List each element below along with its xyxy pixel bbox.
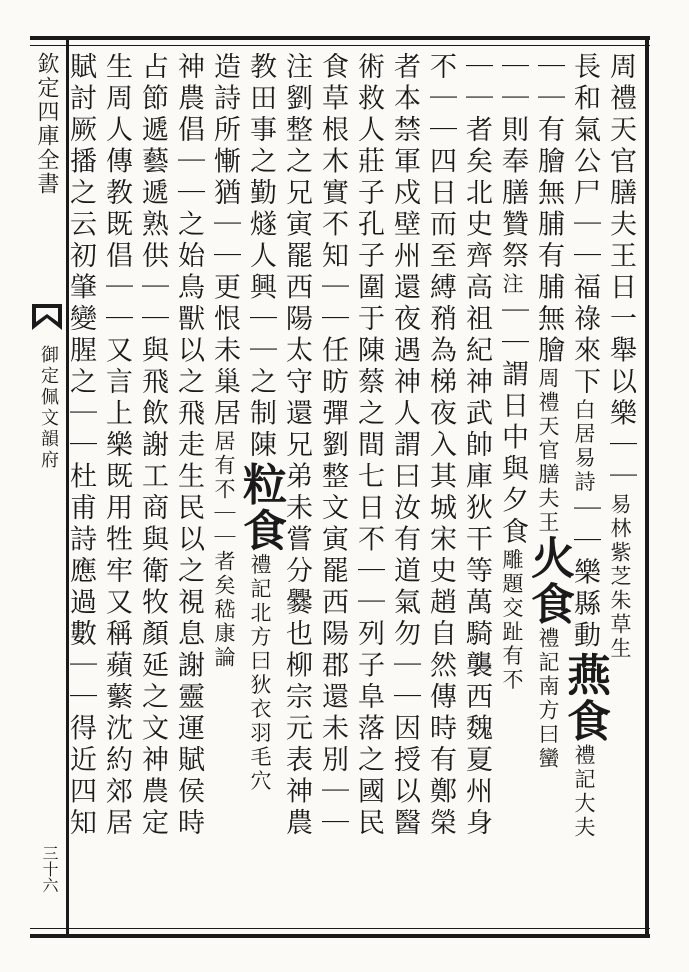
entry-headword: 粒食 <box>235 461 286 554</box>
text-column <box>132 52 172 924</box>
column-text: 食草根木實不知｜｜任昉彈劉整文寅罷西陽郡還未別｜｜ <box>317 52 348 840</box>
column-text: 周禮天官膳夫王日一舉以樂｜｜ <box>605 52 636 493</box>
frame-bottom-rule <box>30 934 650 938</box>
column-text: 者本禁軍戍壁州還夜遇神人謂曰汝有道氣勿｜｜因授以醫 <box>389 52 420 840</box>
column-text: 禮記南方曰蠻 <box>536 627 560 771</box>
text-column <box>384 52 424 924</box>
column-text: 造詩所慚猶｜｜更恨未巢居 <box>209 52 240 430</box>
text-column <box>420 52 460 924</box>
column-text: ｜｜者矣北史齊高祖紀神武帥庫狄干等萬騎襲西魏夏州身 <box>461 52 492 840</box>
text-column <box>559 52 610 924</box>
column-text: 不｜｜四日而至縛矟為梯夜入其城宋史趙自然傳時有鄭榮 <box>425 52 456 840</box>
text-column <box>235 52 286 924</box>
column-text: ｜｜樂縣動 <box>569 494 600 652</box>
column-text: 易林紫芝朱草生 <box>608 493 632 661</box>
column-text: 生周人傳教既倡｜｜又言上樂既用牲牢又稱蘋蘩沈約郊居 <box>101 52 132 840</box>
column-text: 注劉整之兄寅罷西陽太守還兄弟未嘗分爨也柳宗元表神農 <box>281 52 312 840</box>
column-text: ｜｜則奉膳贊祭 <box>497 52 528 273</box>
page-number: 三十六 <box>40 845 59 893</box>
frame-top-inner-rule <box>30 45 650 46</box>
text-column <box>60 52 100 924</box>
column-text: 術救人莊子孔子圍于陳蔡之間七日不｜｜列子阜落之國民 <box>353 52 384 840</box>
fish-tail-icon <box>30 300 64 334</box>
book-title: 欽定四庫全書 <box>34 52 59 196</box>
column-text: 白居易詩 <box>572 398 596 495</box>
text-column <box>600 52 640 924</box>
column-text: 雕題交趾有不 <box>500 548 524 693</box>
volume-title: 御定佩文韻府 <box>38 345 59 471</box>
column-text: 神農倡｜｜之始鳥獸以之飛走生民以之視息謝靈運賦侯時 <box>173 52 204 840</box>
text-column <box>456 52 496 924</box>
frame-bottom-inner-rule <box>30 928 650 929</box>
text-column <box>492 52 532 924</box>
column-text: 周禮天官膳夫王 <box>536 367 560 535</box>
text-column <box>204 52 244 924</box>
frame-right-rule <box>645 36 649 938</box>
text-column <box>96 52 136 924</box>
column-text: 居有不｜｜者矣嵇康論 <box>212 430 236 670</box>
column-text: 注 <box>500 272 524 297</box>
column-text: 禮記大夫 <box>572 744 596 840</box>
text-column <box>348 52 388 924</box>
entry-headword: 火食 <box>523 535 574 627</box>
text-column <box>312 52 352 924</box>
column-text: 占節遞藝遞熟供｜｜與飛飲謝工商與衛牧顏延之文神農定 <box>137 52 168 840</box>
text-column <box>523 52 574 924</box>
frame-top-rule <box>30 36 650 40</box>
entry-headword: 燕食 <box>559 652 610 744</box>
column-text: ｜｜謂日中與夕食 <box>497 296 528 549</box>
column-text: 教田事之勤燧人興｜｜之制陳 <box>245 52 276 462</box>
column-text: ｜｜有膾無脯有脯無膾 <box>533 52 564 367</box>
text-column <box>168 52 208 924</box>
column-text: 禮記北方曰狄衣羽毛穴 <box>248 553 272 794</box>
column-text: 賦討厥播之云初肇變腥之｜｜杜甫詩應過數｜｜得近四知 <box>65 52 96 840</box>
column-text: 長和氣公尸｜｜福祿來下 <box>569 52 600 399</box>
